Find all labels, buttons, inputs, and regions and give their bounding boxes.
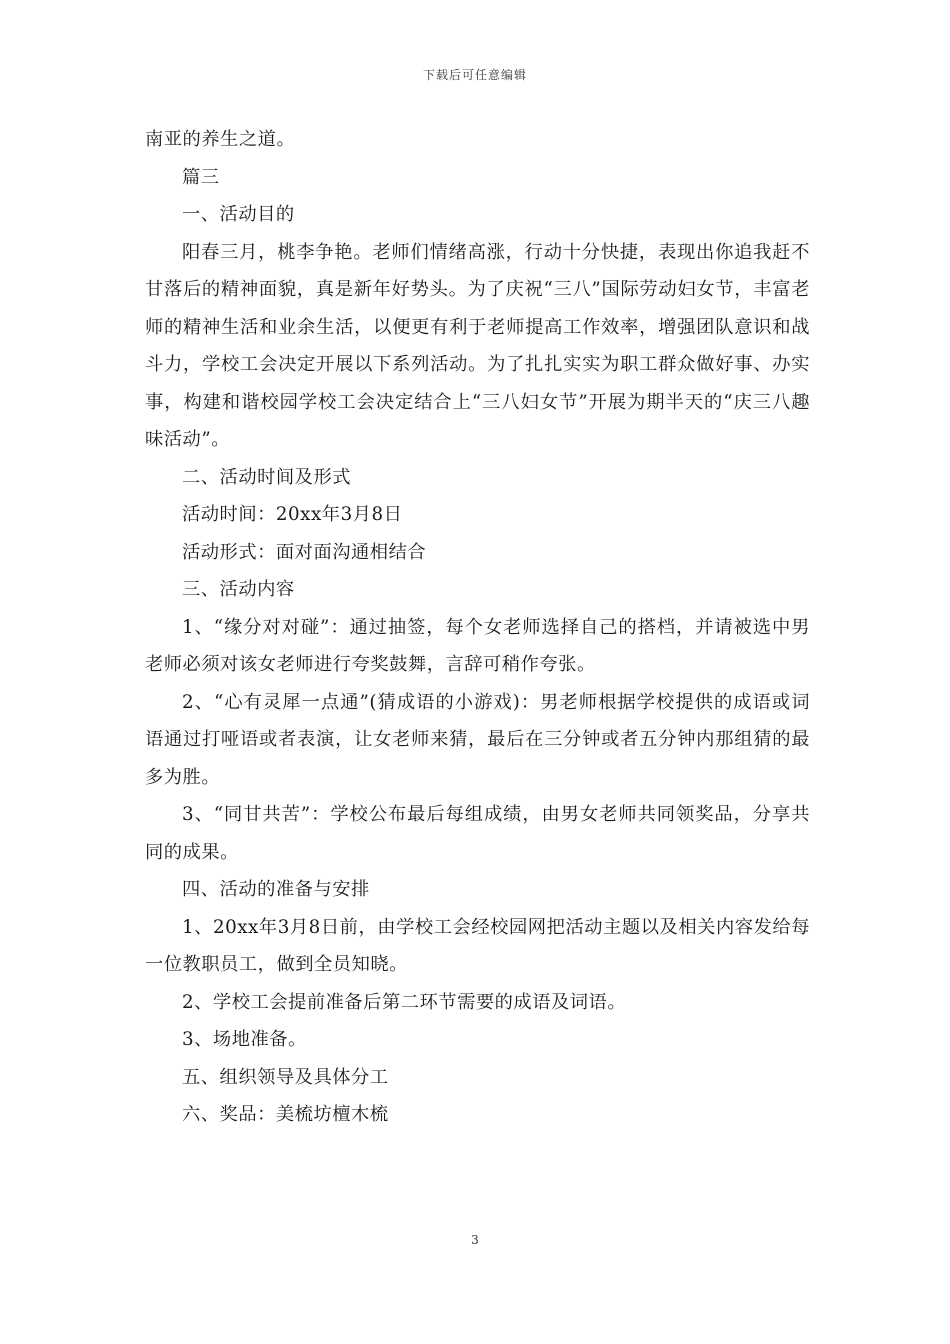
- heading-activity-content: 三、活动内容: [182, 579, 295, 600]
- paragraph: 1、“缘分对对碰”：通过抽签，每个女老师选择自己的搭档，并请被选中男老师必须对该女老师进行夸奖鼓舞，言辞可稍作夸张。: [145, 616, 810, 675]
- paragraph: 3、“同甘共苦”：学校公布最后每组成绩，由男女老师共同领奖品，分享共同的成果。: [145, 804, 810, 863]
- paragraph: 2、“心有灵犀一点通”(猜成语的小游戏)：男老师根据学校提供的成语或词语通过打哑语或者表演，让女老师来猜，最后在三分钟或者五分钟内那组猜的最多为胜。: [145, 691, 810, 788]
- paragraph: 活动时间：20xx年3月8日: [182, 504, 403, 525]
- paragraph: 1、20xx年3月8日前，由学校工会经校园网把活动主题以及相关内容发给每一位教职员工，做到全员知晓。: [145, 916, 810, 975]
- paragraph: 阳春三月，桃李争艳。老师们情绪高涨，行动十分快捷，表现出你追我赶不甘落后的精神面貌，真是新年好势头。为了庆祝“三八”国际劳动妇女节，丰富老师的精神生活和业余生活，以便更有利于老师提高工作效率，增强团队意识和战斗力，学校工会决定开展以下系列活动。为了扎扎实实为职工群众做好事、办实事，构建和谐校园学校工会决定结合上“三八妇女节”开展为期半天的“庆三八趣味活动”。: [145, 241, 810, 450]
- paragraph: 3、场地准备。: [182, 1029, 307, 1050]
- heading-preparation: 四、活动的准备与安排: [182, 879, 370, 900]
- heading-time-and-format: 二、活动时间及形式: [182, 466, 352, 488]
- paragraph: 2、学校工会提前准备后第二环节需要的成语及词语。: [182, 991, 627, 1013]
- paragraph: 南亚的养生之道。: [145, 129, 296, 150]
- section-title-pian-san: 篇三: [182, 166, 220, 188]
- heading-prize: 六、奖品：美梳坊檀木梳: [182, 1104, 389, 1125]
- heading-activity-purpose: 一、活动目的: [182, 204, 295, 225]
- document-body: [145, 121, 810, 1134]
- heading-organization: 五、组织领导及具体分工: [182, 1066, 389, 1088]
- page-header: 下载后可任意编辑: [422, 68, 527, 82]
- page-number: 3: [471, 1233, 479, 1247]
- paragraph: 活动形式：面对面沟通相结合: [182, 541, 427, 563]
